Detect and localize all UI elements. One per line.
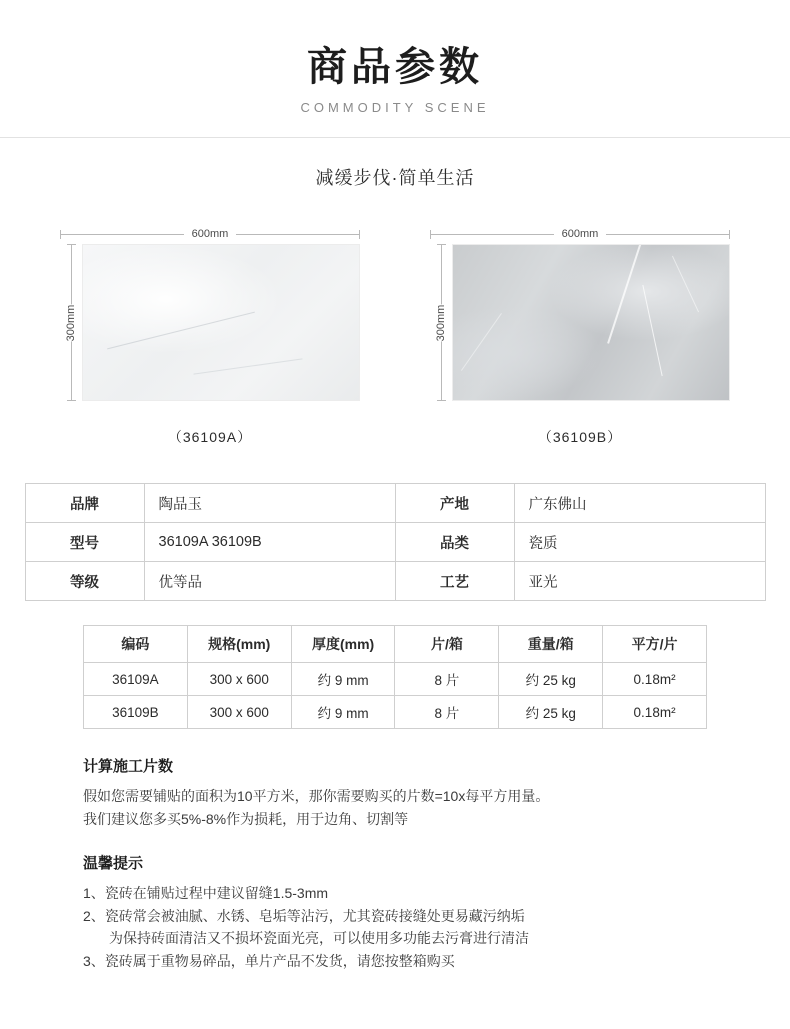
cell-area-per-piece: 0.18m²: [603, 696, 707, 729]
tile-sample-a: [60, 224, 360, 447]
dimension-cap-bottom: [67, 400, 76, 401]
cell-code: 36109B: [84, 696, 188, 729]
spec-value: 广东佛山: [514, 484, 765, 523]
cell-thickness: 约 9 mm: [291, 696, 395, 729]
dimension-cap-right: [729, 230, 730, 239]
tip-item: 3、瓷砖属于重物易碎品，单片产品不发货，请您按整箱购买: [83, 952, 455, 969]
tile-image-36109a: [82, 244, 360, 401]
tip-item-continuation: [83, 927, 707, 949]
dimension-cap-left: [430, 230, 431, 239]
cell-pieces-per-box: 8 片: [395, 663, 499, 696]
page-header: [0, 0, 790, 190]
marble-vein: [672, 255, 699, 312]
dimension-cap-left: [60, 230, 61, 239]
marble-vein: [461, 313, 502, 371]
column-header-area-per-piece: 平方/片: [603, 626, 707, 663]
height-dimension-a: [60, 244, 82, 401]
table-header-row: [84, 626, 707, 663]
spec-key: 工艺: [395, 562, 514, 601]
width-dimension-b: [430, 224, 730, 244]
tip-item: 2、瓷砖常会被油腻、水锈、皂垢等沾污，尤其瓷砖接缝处更易藏污纳垢: [83, 907, 525, 924]
tile-image-36109b: [452, 244, 730, 401]
spec-value: 陶品玉: [144, 484, 395, 523]
calculation-section: [83, 755, 707, 830]
column-header-thickness: 厚度(mm): [291, 626, 395, 663]
table-row: [84, 663, 707, 696]
tips-section: [83, 852, 707, 972]
tip-item: 1、瓷砖在铺贴过程中建议留缝1.5-3mm: [83, 885, 329, 902]
dimension-cap-bottom: [437, 400, 446, 401]
spec-value: 亚光: [514, 562, 765, 601]
spec-value: 36109A 36109B: [144, 523, 395, 562]
column-header-pieces-per-box: 片/箱: [395, 626, 499, 663]
dimension-cap-top: [437, 244, 446, 245]
calculation-line-1: 假如您需要铺贴的面积为10平方米，那你需要购买的片数=10x每平方用量。: [83, 788, 550, 804]
specification-table: [25, 483, 766, 601]
cell-area-per-piece: 0.18m²: [603, 663, 707, 696]
marble-vein: [642, 285, 662, 376]
parameter-table: [83, 625, 707, 729]
table-row: [25, 484, 765, 523]
cell-weight-per-box: 约 25 kg: [499, 696, 603, 729]
height-dimension-label: 300mm: [61, 304, 81, 341]
tile-caption-a: （36109A）: [167, 429, 253, 445]
calculation-title: 计算施工片数: [83, 758, 174, 775]
calculation-line-2: 我们建议您多买5%-8%作为损耗，用于边角、切割等: [83, 810, 409, 827]
cell-pieces-per-box: 8 片: [395, 696, 499, 729]
width-dimension-label: 600mm: [554, 228, 607, 240]
marble-vein: [607, 244, 642, 343]
spec-value: 优等品: [144, 562, 395, 601]
tips-title: 温馨提示: [83, 855, 144, 873]
width-dimension-a: [60, 224, 360, 244]
spec-key: 品牌: [25, 484, 144, 523]
column-header-code: 编码: [84, 626, 188, 663]
column-header-size: 规格(mm): [187, 626, 291, 663]
tile-sample-b: [430, 224, 730, 447]
height-dimension-label: 300mm: [431, 304, 451, 341]
table-row: [84, 696, 707, 729]
cell-size: 300 x 600: [187, 696, 291, 729]
dimension-cap-right: [359, 230, 360, 239]
tile-sample-body-a: [60, 244, 360, 401]
tile-sample-body-b: [430, 244, 730, 401]
table-row: [25, 562, 765, 601]
width-dimension-label: 600mm: [184, 228, 237, 240]
table-row: [25, 523, 765, 562]
cell-size: 300 x 600: [187, 663, 291, 696]
dimension-cap-top: [67, 244, 76, 245]
cell-weight-per-box: 约 25 kg: [499, 663, 603, 696]
page-title: 商品参数: [307, 45, 483, 89]
cell-code: 36109A: [84, 663, 188, 696]
tip-item-continuation-text: 为保持砖面清洁又不损坏瓷面光亮，可以使用多功能去污膏进行清洁: [109, 930, 529, 947]
cell-thickness: 约 9 mm: [291, 663, 395, 696]
header-divider: [0, 137, 790, 138]
spec-key: 型号: [25, 523, 144, 562]
tile-caption-b: （36109B）: [537, 429, 623, 445]
spec-key: 等级: [25, 562, 144, 601]
tile-sample-gallery: [0, 224, 790, 447]
column-header-weight-per-box: 重量/箱: [499, 626, 603, 663]
tagline: 减缓步伐·简单生活: [315, 168, 475, 188]
spec-key: 品类: [395, 523, 514, 562]
spec-key: 产地: [395, 484, 514, 523]
page-subtitle: COMMODITY SCENE: [300, 100, 490, 115]
height-dimension-b: [430, 244, 452, 401]
spec-value: 瓷质: [514, 523, 765, 562]
